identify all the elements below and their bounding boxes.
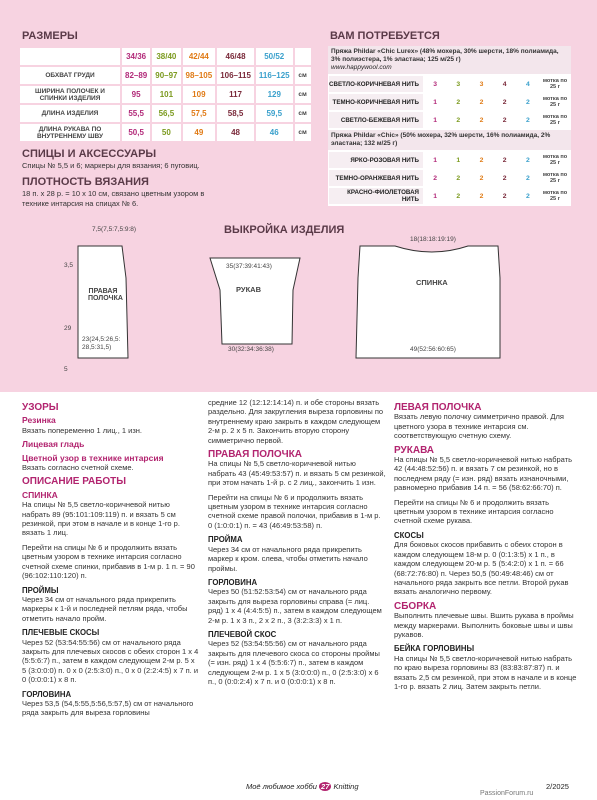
heading: БЕЙКА ГОРЛОВИНЫ [394,644,475,654]
cell: 2 [494,112,516,128]
size-col: 46/48 [217,48,254,65]
cell: 2 [470,94,492,110]
pattern-diagram [0,228,597,388]
yarn-name: СВЕТЛО-БЕЖЕВАЯ НИТЬ [329,112,423,128]
para: Через 34 см от начального ряда прикрепить маркеры к 1-й и последней петлям ряда, чтобы отметить начало пройм. [22,594,188,623]
heading: ПЛЕЧЕВЫЕ СКОСЫ [22,628,100,638]
cell: 2 [494,170,516,186]
back-piece [356,246,500,358]
cell: 55,5 [122,105,150,122]
para: Вязать согласно счетной схеме. [22,463,134,473]
heading: ПЛЕЧЕВОЙ СКОС [208,629,277,639]
size-col: 50/52 [256,48,293,65]
para: На спицы № 5,5 светло-коричневой нитью набрать 42 (44:48:52:56) п. и вязать 7 см резинкой, но в последнем ряду (= изн. ряд) вязать изнаночными, равномерно прибавив 14 п. = 56 (58:62:66:70) п. [394,455,573,493]
cell: 2 [470,152,492,168]
cell: 2 [494,94,516,110]
yarn-2 [328,130,571,150]
unit: см [295,124,311,141]
heading: СБОРКА [394,600,437,612]
unit: мотка по 25 г [540,170,570,186]
footer-mag [246,782,359,791]
para: Перейти на спицы № 6 и продолжить вязать цветным узором в технике интарсия согласно счетной схеме рукава. [394,497,554,526]
tools-title: СПИЦЫ И АКСЕССУАРЫ [22,148,157,160]
heading: ПРОЙМА [208,535,243,545]
cell: 2 [517,152,539,168]
para: Через 53,5 (54,5:55,5:56,5:57,5) см от начального ряда закрыть для выреза горловины [22,698,194,718]
dim-back-width: 49(52:56:60:65) [410,346,456,353]
size-col: 38/40 [152,48,180,65]
cell: 1 [447,152,469,168]
column-2 [208,398,386,691]
cell: 1 [424,94,446,110]
materials-box [328,46,571,206]
row-label: ОБХВАТ ГРУДИ [20,67,120,84]
sleeve-piece [210,258,300,344]
cell: 56,5 [152,105,180,122]
cell: 106–115 [217,67,254,84]
size-col: 42/44 [183,48,216,65]
para: Через 52 (53:54:55:56) см от начального ряда закрыть для плечевого скоса со стороны проймы (= изн. ряд) 1 х 4 (5:5:6:7) п., затем в каждом следующем 2-м р. 1 х 5 (3:0:0:0) п., 0 (2:5:3:0) х 6 п., 0 (0:0:2:4) х 7 п. и 0 (0:0:0:1) х 8 п. [208,639,380,686]
cell: 2 [470,188,492,204]
page-number: 27 [321,782,330,791]
cell: 82–89 [122,67,150,84]
para: На спицы № 5,5 светло-коричневой нитью набрать по краю выреза горловины 83 (83:83:87:87) п. и вязать 2,5 см резинкой, при этом в начале и в конце 1-го р. вязать 2 лиц. Затем закрыть петли. [394,653,577,691]
cell: 2 [447,112,469,128]
cell: 2 [424,170,446,186]
cell: 2 [447,170,469,186]
sleeve-label: РУКАВ [236,285,261,294]
cell: 109 [183,86,216,103]
para: На спицы № 5,5 светло-коричневой нитью набрать 43 (45:49:53:57) п. и вязать 5 см резинкой, при этом начать 1-й р. с 2 лиц., закончить 1 изн. [208,459,386,488]
cell: 59,5 [256,105,293,122]
para: Через 34 см от начального ряда прикрепить маркер к кром. слева, чтобы отметить начало проймы. [208,544,368,573]
cell: 48 [217,124,254,141]
issue: 2/2025 [546,782,569,791]
cell: 2 [494,152,516,168]
heading: УЗОРЫ [22,402,59,413]
heading: ОПИСАНИЕ РАБОТЫ [22,476,127,488]
cell: 1 [424,152,446,168]
tools-text: Спицы № 5,5 и 6; маркеры для вязания; 6 пуговиц. [22,161,200,170]
cell: 116–125 [256,67,293,84]
cell: 2 [494,188,516,204]
back-label: СПИНКА [416,278,448,287]
cell: 98–105 [183,67,216,84]
cell: 2 [470,170,492,186]
cell: 4 [494,76,516,92]
heading: Лицевая гладь [22,439,85,450]
dim-front-shoulder: 7,5(7,5:7,5:9:8) [92,226,137,233]
heading: СКОСЫ [394,530,424,540]
column-1 [22,398,200,723]
cell: 3 [447,76,469,92]
yarn-1 [328,46,571,74]
para: Через 50 (51:52:53:54) см от начального ряда закрыть для выреза горловины справа (= лиц. ряд) 1 х 4 (4:4:5:5) п., затем в каждом следующем 2-м р. 1 х 3 п., 2 х 2 п., 3 (3:2:3:3) х 1 п. [208,587,382,625]
cell: 4 [517,76,539,92]
heading: Цветной узор в технике интарсия [22,452,164,463]
cell: 46 [256,124,293,141]
dim-29: 29 [64,325,72,332]
cell: 117 [217,86,254,103]
row-label: ШИРИНА ПОЛОЧЕК И СПИНКИ ИЗДЕЛИЯ [20,86,120,103]
dim-3-5: 3,5 [64,262,74,269]
cell: 2 [517,112,539,128]
cell: 2 [470,112,492,128]
mag-name: Моё любимое хобби [246,782,317,791]
cell: 129 [256,86,293,103]
unit: см [295,67,311,84]
cell: 1 [424,112,446,128]
row-label: ДЛИНА ИЗДЕЛИЯ [20,105,120,122]
cell: 49 [183,124,216,141]
heading: ЛЕВАЯ ПОЛОЧКА [394,402,482,413]
cell: 50,5 [122,124,150,141]
pattern-title: ВЫКРОЙКА ИЗДЕЛИЯ [224,224,345,236]
para: Вязать попеременно 1 лиц., 1 изн. [22,425,142,435]
column-3 [394,398,580,696]
cell: 3 [470,76,492,92]
para: Перейти на спицы № 6 и продолжить вязать цветным узором в технике интарсия согласно счетной схеме спинки, прибавив в 1-м р. 1 п. = 90 (96:102:110:120) п. [22,542,195,581]
para: На спицы № 5,5 светло-коричневой нитью набрать 89 (95:101:109:119) п. и вязать 5 см резинкой, при этом в начале и в конце 1-го р. вязать 1 лиц. [22,500,180,538]
cell: 3 [424,76,446,92]
gauge-title: ПЛОТНОСТЬ ВЯЗАНИЯ [22,176,149,188]
unit: см [295,86,311,103]
cell: 101 [152,86,180,103]
dim-sleeve-top: 35(37:39:41:43) [226,263,272,270]
cell: 2 [517,170,539,186]
unit: см [295,105,311,122]
para: Через 52 (53:54:55:56) см от начального ряда закрыть для плечевых скосов с обеих сторон 1 х 4 (5:5:6:7) п., затем в каждом следующем 2-м р. 5 х 5 (3:0:0:0) п. 0 х 0 (2:5:3:0) п., 0 х 0 (2:2:4:5) х 7 п. и 0 (0:0:0:1) х 8 п. [22,637,199,685]
yarn-name: ТЕМНО-ОРАНЖЕВАЯ НИТЬ [329,170,423,186]
gauge-text: 18 п. х 28 р. = 10 х 10 см, связано цветным узором в технике интарсия на спицах № 6. [22,189,205,208]
unit: мотка по 25 г [540,188,570,204]
dim-back-neck: 18(18:18:19:19) [410,236,456,243]
row-label: ДЛИНА РУКАВА ПО ВНУТРЕННЕМУ ШВУ [20,124,120,141]
yarn-name: КРАСНО-ФИОЛЕТОВАЯ НИТЬ [329,188,423,204]
para: Перейти на спицы № 6 и продолжить вязать цветным узором в технике интарсия согласно счетной схеме правой полочки, прибавив в 1-м р. 0 (1:0:0:1) п. = 43 (46:49:53:58) п. [208,492,381,530]
front-label: ПРАВАЯ ПОЛОЧКА [88,288,123,302]
cell: 90–97 [152,67,180,84]
yarn-2-desc: Пряжа Phildar «Chic» (50% мохера, 32% шерсти, 16% полиамида, 2% эластана; 132 м/25 г) [331,132,551,147]
yarn-name: ЯРКО-РОЗОВАЯ НИТЬ [329,152,423,168]
cell: 2 [447,188,469,204]
heading: ГОРЛОВИНА [22,689,72,699]
yarn-1-desc: Пряжа Phildar «Chic Lurex» (48% мохера, 30% шерсти, 18% полиамида, 3% полиэстера, 1% эластана; 125 м/25 г) [331,48,559,63]
dim-5: 5 [64,366,68,373]
cell: 58,5 [217,105,254,122]
heading: ПРОЙМЫ [22,585,59,595]
heading: ГОРЛОВИНА [208,577,258,587]
cell: 95 [122,86,150,103]
yarn-site: www.happywool.com [331,64,392,71]
sizes-table [18,46,313,143]
unit: мотка по 25 г [540,152,570,168]
heading: РУКАВА [394,444,435,456]
cell: 50 [152,124,180,141]
para: Для боковых скосов прибавить с обеих сторон в каждом следующем 18-м р. 0 (0:1:3:5) х 1 п., в каждом следующем 20-м р. 5 (5:4:2:0) х 1 п. = 66 (68:72:76:80) п. Через 50,5 (50:49:48:46) см от начального ряда закрыть все петли. Второй рукав вязать аналогично первому. [394,540,569,597]
heading: ПРАВАЯ ПОЛОЧКА [208,449,302,461]
heading: СПИНКА [22,489,58,500]
para: Выполнить плечевые швы. Вшить рукава в проймы между маркерами. Выполнить боковые швы и швы рукавов. [394,611,574,639]
para: Вязать левую полочку симметрично правой. Для цветного узора в технике интарсия см. соответствующую счетную схему. [394,412,564,441]
para: средние 12 (12:12:14:14) п. и обе стороны вязать раздельно. Для закругления выреза горловины по внутреннему краю закрыть в каждом следующем 2-м р. 2 х 5 п. Закончить вторую сторону симметрично первой. [208,398,384,445]
need-title: ВАМ ПОТРЕБУЕТСЯ [330,30,440,42]
cell: 1 [424,188,446,204]
cell: 2 [517,188,539,204]
yarn-name: СВЕТЛО-КОРИЧНЕВАЯ НИТЬ [329,76,423,92]
dim-sleeve-bottom: 30(32:34:36:38) [228,346,274,353]
dim-front-width: 23(24,5:26,5: 28,5:31,5) [82,336,121,351]
heading: Резинка [22,415,56,426]
cell: 57,5 [183,105,216,122]
unit: мотка по 25 г [540,94,570,110]
sizes-title: РАЗМЕРЫ [22,30,78,42]
watermark: PassionForum.ru [480,790,534,797]
size-col: 34/36 [122,48,150,65]
yarn-name: ТЕМНО-КОРИЧНЕВАЯ НИТЬ [329,94,423,110]
mag-name-2: Knitting [333,782,359,791]
cell: 2 [447,94,469,110]
cell: 2 [517,94,539,110]
unit: мотка по 25 г [540,76,570,92]
unit: мотка по 25 г [540,112,570,128]
